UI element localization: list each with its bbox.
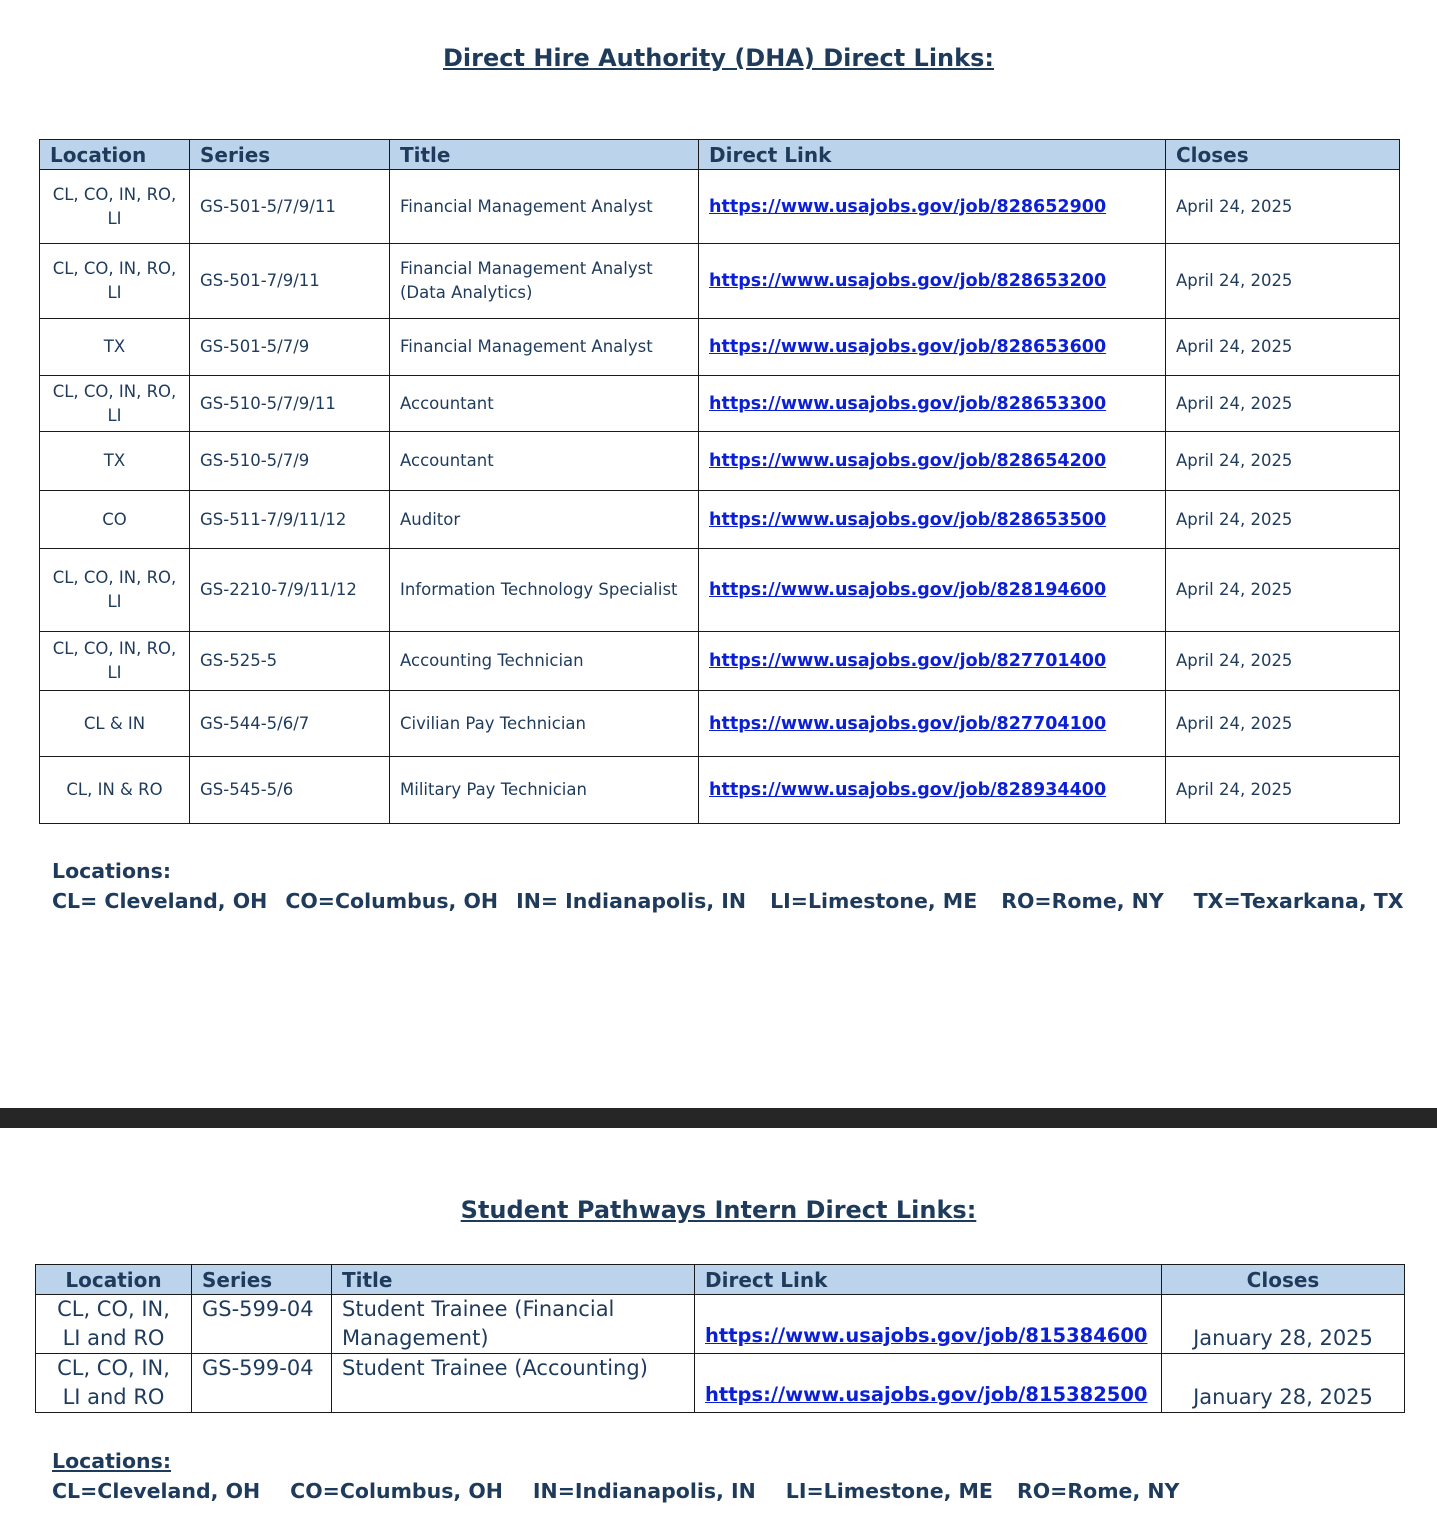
table-row [36, 1354, 1405, 1413]
section-divider [0, 1108, 1437, 1128]
header-closes: Closes [1166, 140, 1400, 170]
series-cell: GS-501-5/7/9/11 [190, 170, 390, 244]
series-cell: GS-511-7/9/11/12 [190, 491, 390, 549]
header-location: Location [36, 1265, 192, 1295]
job-link[interactable]: https://www.usajobs.gov/job/828194600 [709, 580, 1107, 600]
table-row [40, 432, 1400, 491]
job-link[interactable]: https://www.usajobs.gov/job/828653500 [709, 509, 1107, 530]
closes-cell: January 28, 2025 [1162, 1354, 1405, 1413]
location-key: LI=Limestone, ME [785, 1479, 993, 1503]
closes-cell: April 24, 2025 [1166, 170, 1400, 244]
title-cell: Financial Management Analyst [390, 319, 699, 376]
title-cell: Financial Management Analyst [390, 170, 699, 244]
job-link[interactable]: https://www.usajobs.gov/job/828652900 [709, 196, 1107, 217]
header-series: Series [192, 1265, 332, 1295]
location-cell: CL, CO, IN, RO, LI [40, 244, 190, 319]
job-link[interactable]: https://www.usajobs.gov/job/827701400 [709, 651, 1107, 671]
header-series: Series [190, 140, 390, 170]
series-cell: GS-2210-7/9/11/12 [190, 549, 390, 632]
closes-cell: April 24, 2025 [1166, 319, 1400, 376]
series-cell: GS-599-04 [192, 1295, 332, 1354]
location-key: CL=Cleveland, OH [52, 1479, 261, 1503]
header-title: Title [332, 1265, 695, 1295]
header-direct-link: Direct Link [699, 140, 1166, 170]
link-cell [699, 244, 1166, 319]
location-key: CO=Columbus, OH [285, 889, 499, 913]
locations-label: Locations: [52, 859, 172, 883]
link-cell [699, 691, 1166, 757]
location-key: CO=Columbus, OH [290, 1479, 503, 1503]
locations-list [52, 1476, 1179, 1506]
location-cell: CO [40, 491, 190, 549]
link-cell [699, 757, 1166, 824]
job-link[interactable]: https://www.usajobs.gov/job/828934400 [709, 780, 1107, 800]
closes-cell: April 24, 2025 [1166, 632, 1400, 691]
location-key: IN= Indianapolis, IN [516, 889, 747, 913]
series-cell: GS-525-5 [190, 632, 390, 691]
title-cell: Accounting Technician [390, 632, 699, 691]
table-row [40, 691, 1400, 757]
table-row [40, 632, 1400, 691]
job-link[interactable]: https://www.usajobs.gov/job/828653600 [709, 337, 1107, 357]
location-key: LI=Limestone, ME [770, 889, 978, 913]
title-cell: Student Trainee (Accounting) [332, 1354, 695, 1413]
closes-cell: April 24, 2025 [1166, 244, 1400, 319]
header-title: Title [390, 140, 699, 170]
location-cell: TX [40, 319, 190, 376]
closes-cell: April 24, 2025 [1166, 432, 1400, 491]
sp-locations [52, 1446, 1179, 1506]
series-cell: GS-599-04 [192, 1354, 332, 1413]
closes-cell: January 28, 2025 [1162, 1295, 1405, 1354]
location-key: RO=Rome, NY [1016, 1479, 1180, 1503]
table-row [36, 1295, 1405, 1354]
dha-heading: Direct Hire Authority (DHA) Direct Links: [443, 44, 994, 72]
title-cell: Civilian Pay Technician [390, 691, 699, 757]
series-cell: GS-501-5/7/9 [190, 319, 390, 376]
table-row [40, 319, 1400, 376]
link-cell [699, 549, 1166, 632]
location-key: IN=Indianapolis, IN [532, 1479, 756, 1503]
dha-locations [52, 856, 1404, 916]
job-link[interactable]: https://www.usajobs.gov/job/828653300 [709, 393, 1107, 414]
title-cell: Information Technology Specialist [390, 549, 699, 632]
series-cell: GS-510-5/7/9 [190, 432, 390, 491]
location-cell: CL, CO, IN, LI and RO [36, 1354, 192, 1413]
job-link[interactable]: https://www.usajobs.gov/job/827704100 [709, 713, 1107, 734]
table-row [40, 244, 1400, 319]
title-cell: Student Trainee (Financial Management) [332, 1295, 695, 1354]
table-row [40, 491, 1400, 549]
link-cell [699, 432, 1166, 491]
job-link[interactable]: https://www.usajobs.gov/job/815382500 [705, 1383, 1148, 1406]
header-location: Location [40, 140, 190, 170]
sp-heading: Student Pathways Intern Direct Links: [460, 1196, 977, 1224]
series-cell: GS-510-5/7/9/11 [190, 376, 390, 432]
title-cell: Financial Management Analyst (Data Analytics) [390, 244, 699, 319]
locations-list [52, 886, 1404, 916]
closes-cell: April 24, 2025 [1166, 549, 1400, 632]
sp-header-row [36, 1265, 1405, 1295]
location-key: CL= Cleveland, OH [52, 889, 268, 913]
series-cell: GS-545-5/6 [190, 757, 390, 824]
title-cell: Accountant [390, 432, 699, 491]
dha-header-row [40, 140, 1400, 170]
sp-table [35, 1264, 1405, 1413]
link-cell [695, 1354, 1162, 1413]
title-cell: Military Pay Technician [390, 757, 699, 824]
link-cell [699, 491, 1166, 549]
location-key: RO=Rome, NY [1001, 889, 1164, 913]
link-cell [699, 632, 1166, 691]
job-link[interactable]: https://www.usajobs.gov/job/828653200 [709, 271, 1107, 291]
table-row [40, 170, 1400, 244]
dha-table [39, 139, 1400, 824]
location-cell: CL, CO, IN, LI and RO [36, 1295, 192, 1354]
closes-cell: April 24, 2025 [1166, 691, 1400, 757]
header-direct-link: Direct Link [695, 1265, 1162, 1295]
closes-cell: April 24, 2025 [1166, 376, 1400, 432]
link-cell [699, 170, 1166, 244]
locations-label: Locations: [52, 1449, 172, 1473]
header-closes: Closes [1162, 1265, 1405, 1295]
link-cell [695, 1295, 1162, 1354]
location-key: TX=Texarkana, TX [1193, 889, 1404, 913]
job-link[interactable]: https://www.usajobs.gov/job/828654200 [709, 451, 1107, 471]
location-cell: TX [40, 432, 190, 491]
link-cell [699, 376, 1166, 432]
location-cell: CL, CO, IN, RO, LI [40, 170, 190, 244]
location-cell: CL, IN & RO [40, 757, 190, 824]
link-cell [699, 319, 1166, 376]
title-cell: Accountant [390, 376, 699, 432]
job-link[interactable]: https://www.usajobs.gov/job/815384600 [705, 1324, 1148, 1347]
series-cell: GS-501-7/9/11 [190, 244, 390, 319]
title-cell: Auditor [390, 491, 699, 549]
table-row [40, 376, 1400, 432]
location-cell: CL & IN [40, 691, 190, 757]
location-cell: CL, CO, IN, RO, LI [40, 632, 190, 691]
location-cell: CL, CO, IN, RO, LI [40, 376, 190, 432]
closes-cell: April 24, 2025 [1166, 757, 1400, 824]
closes-cell: April 24, 2025 [1166, 491, 1400, 549]
location-cell: CL, CO, IN, RO, LI [40, 549, 190, 632]
series-cell: GS-544-5/6/7 [190, 691, 390, 757]
table-row [40, 549, 1400, 632]
table-row [40, 757, 1400, 824]
